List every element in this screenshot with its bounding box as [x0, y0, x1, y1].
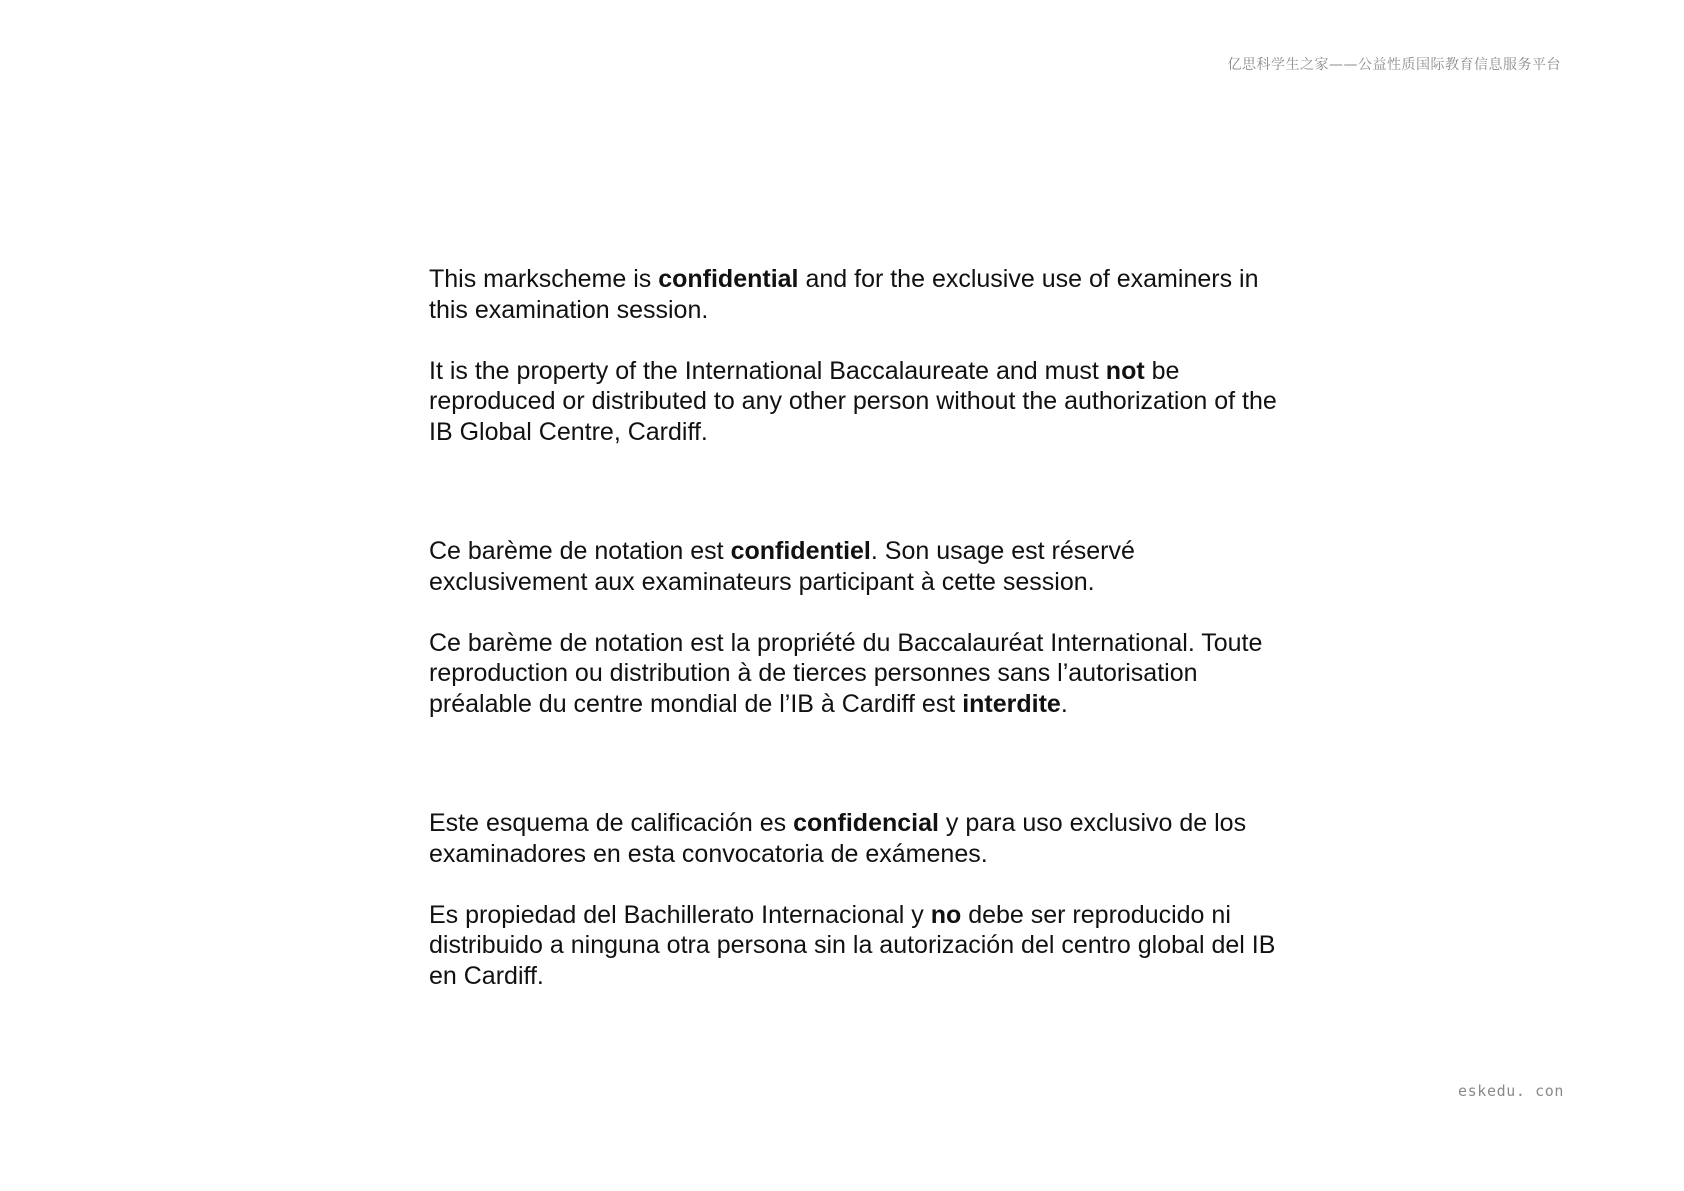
text-segment: and for the exclusive use of examiners in this examination session.	[429, 265, 1259, 324]
emphasis-not: not	[1105, 356, 1145, 385]
notice-fr-confidential-paragraph	[429, 536, 1289, 597]
notice-spanish	[429, 808, 1289, 991]
text-segment: Ce barème de notation est la propriété du Baccalauréat International. Toute reproduction ou distribution à de tierces personnes sans l’autorisation préalable du centre mondial de l’IB à Cardiff est	[429, 628, 1263, 718]
notice-en-confidential-paragraph	[429, 264, 1289, 325]
text-segment: Ce barème de notation est	[429, 537, 731, 565]
text-segment: .	[1060, 689, 1068, 718]
notice-english	[429, 264, 1289, 447]
text-segment: It is the property of the International Baccalaureate and must	[429, 356, 1106, 385]
notice-fr-property-paragraph	[429, 628, 1289, 720]
text-segment: y para uso exclusivo de los examinadores en esta convocatoria de exámenes.	[429, 809, 1247, 868]
confidentiality-notice	[429, 264, 1289, 991]
emphasis-confidencial: confidencial	[793, 809, 939, 837]
notice-en-property-paragraph	[429, 356, 1289, 448]
notice-es-property-paragraph	[429, 900, 1289, 992]
text-segment: Este esquema de calificación es	[429, 809, 794, 837]
text-segment: be reproduced or distributed to any other person without the authorization of the IB Global Centre, Cardiff.	[429, 356, 1277, 446]
notice-french	[429, 536, 1289, 719]
emphasis-no: no	[930, 900, 962, 929]
emphasis-interdite: interdite	[962, 689, 1061, 718]
text-segment: debe ser reproducido ni distribuido a ninguna otra persona sin la autorización del centro global del IB en Cardiff.	[429, 900, 1276, 990]
text-segment: Es propiedad del Bachillerato Internacional y	[429, 900, 931, 929]
emphasis-confidentiel: confidentiel	[730, 537, 871, 565]
emphasis-confidential: confidential	[658, 265, 799, 293]
text-segment: . Son usage est réservé exclusivement aux examinateurs participant à cette session.	[429, 537, 1135, 596]
header-site-note: 亿思科学生之家——公益性质国际教育信息服务平台	[1227, 57, 1561, 73]
notice-es-confidential-paragraph	[429, 808, 1289, 869]
footer-site-url: eskedu. con	[1458, 1082, 1564, 1100]
text-segment: This markscheme is	[429, 265, 659, 293]
